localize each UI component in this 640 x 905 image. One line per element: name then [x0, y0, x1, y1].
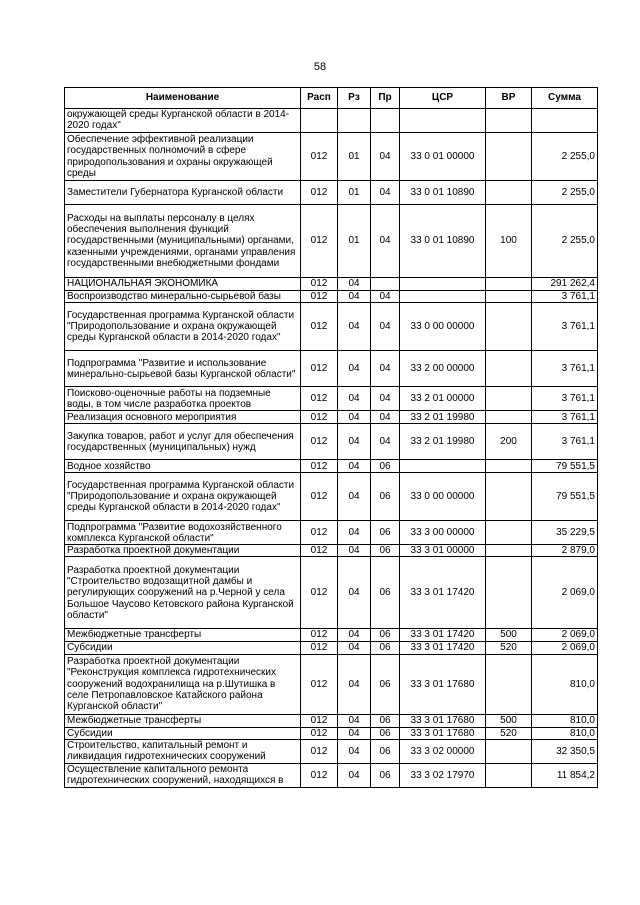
row-pr: 04 [371, 291, 400, 303]
row-pr: 04 [371, 411, 400, 424]
row-vr [486, 557, 532, 629]
row-vr [486, 763, 532, 787]
row-rasp: 012 [301, 727, 338, 739]
row-name: Государственная программа Курганской области "Природопользование и охрана окружающей среды Курганской области в 2014-2020 годах" [65, 303, 301, 351]
row-csr: 33 3 01 17680 [400, 654, 486, 714]
row-vr [486, 351, 532, 387]
row-rz: 04 [338, 351, 371, 387]
row-csr [400, 291, 486, 303]
row-csr: 33 0 01 00000 [400, 133, 486, 181]
row-rasp: 012 [301, 351, 338, 387]
header-pr: Пр [371, 88, 400, 109]
row-summa: 35 229,5 [532, 521, 598, 545]
header-name: Наименование [65, 88, 301, 109]
table-row [65, 714, 598, 727]
row-vr [486, 133, 532, 181]
row-name: Воспроизводство минерально-сырьевой базы [65, 291, 301, 303]
table-row [65, 109, 598, 133]
row-name: Подпрограмма "Развитие и использование минерально-сырьевой базы Курганской области" [65, 351, 301, 387]
row-rz: 04 [338, 424, 371, 460]
row-vr [486, 654, 532, 714]
row-csr: 33 3 01 17680 [400, 714, 486, 727]
row-rasp: 012 [301, 654, 338, 714]
row-rz: 04 [338, 557, 371, 629]
row-csr: 33 3 01 17420 [400, 557, 486, 629]
table-row [65, 641, 598, 654]
header-rasp: Расп [301, 88, 338, 109]
header-csr: ЦСР [400, 88, 486, 109]
row-pr: 06 [371, 654, 400, 714]
row-rasp: 012 [301, 133, 338, 181]
row-pr [371, 278, 400, 291]
row-vr [486, 303, 532, 351]
row-pr: 06 [371, 629, 400, 641]
row-rasp: 012 [301, 763, 338, 787]
row-pr: 06 [371, 557, 400, 629]
row-pr: 04 [371, 303, 400, 351]
row-rasp: 012 [301, 291, 338, 303]
row-csr: 33 3 02 00000 [400, 739, 486, 763]
row-summa: 3 761,1 [532, 424, 598, 460]
row-summa: 3 761,1 [532, 291, 598, 303]
row-pr: 06 [371, 641, 400, 654]
row-name: Реализация основного мероприятия [65, 411, 301, 424]
table-row [65, 629, 598, 641]
row-rasp: 012 [301, 521, 338, 545]
table-row [65, 545, 598, 557]
row-pr: 06 [371, 460, 400, 473]
row-vr: 100 [486, 205, 532, 278]
row-vr [486, 387, 532, 411]
table-row [65, 303, 598, 351]
row-name: Осуществление капитального ремонта гидротехнических сооружений, находящихся в [65, 763, 301, 787]
table-row [65, 387, 598, 411]
row-vr [486, 521, 532, 545]
row-name: Расходы на выплаты персоналу в целях обеспечения выполнения функций государственными (муниципальными) органами, казенными учреждениями, органами управления государственными внебюджетными фондами [65, 205, 301, 278]
row-pr [371, 109, 400, 133]
row-rz: 04 [338, 739, 371, 763]
row-pr: 06 [371, 739, 400, 763]
row-pr: 04 [371, 351, 400, 387]
table-row [65, 460, 598, 473]
row-vr: 520 [486, 727, 532, 739]
row-summa: 2 255,0 [532, 133, 598, 181]
row-summa: 79 551,5 [532, 460, 598, 473]
header-vr: ВР [486, 88, 532, 109]
table-row [65, 763, 598, 787]
row-rasp: 012 [301, 424, 338, 460]
row-name: Закупка товаров, работ и услуг для обеспечения государственных (муниципальных) нужд [65, 424, 301, 460]
row-name: Межбюджетные трансферты [65, 629, 301, 641]
table-row [65, 521, 598, 545]
row-name: Обеспечение эффективной реализации государственных полномочий в сфере природопользования и охраны окружающей среды [65, 133, 301, 181]
row-vr [486, 545, 532, 557]
header-rz: Рз [338, 88, 371, 109]
row-name: Субсидии [65, 727, 301, 739]
row-rasp [301, 109, 338, 133]
row-summa: 2 255,0 [532, 181, 598, 205]
table-row [65, 739, 598, 763]
row-name: Водное хозяйство [65, 460, 301, 473]
row-vr: 520 [486, 641, 532, 654]
row-rz: 04 [338, 763, 371, 787]
row-rasp: 012 [301, 739, 338, 763]
table-row [65, 291, 598, 303]
row-pr: 04 [371, 424, 400, 460]
row-rz: 04 [338, 629, 371, 641]
row-rz: 04 [338, 460, 371, 473]
row-summa: 32 350,5 [532, 739, 598, 763]
row-name: Разработка проектной документации [65, 545, 301, 557]
row-summa: 2 069,0 [532, 629, 598, 641]
row-rz: 01 [338, 181, 371, 205]
row-summa: 3 761,1 [532, 351, 598, 387]
row-vr [486, 291, 532, 303]
table-row [65, 424, 598, 460]
row-rz: 04 [338, 727, 371, 739]
row-csr: 33 3 01 00000 [400, 545, 486, 557]
row-name: окружающей среды Курганской области в 2014-2020 годах" [65, 109, 301, 133]
row-csr [400, 278, 486, 291]
row-rz: 01 [338, 133, 371, 181]
budget-table [64, 87, 598, 788]
row-rasp: 012 [301, 205, 338, 278]
row-rasp: 012 [301, 629, 338, 641]
row-summa: 810,0 [532, 714, 598, 727]
row-summa: 810,0 [532, 654, 598, 714]
row-vr: 500 [486, 629, 532, 641]
row-summa: 3 761,1 [532, 411, 598, 424]
row-csr: 33 3 01 17680 [400, 727, 486, 739]
row-summa: 3 761,1 [532, 303, 598, 351]
header-summa: Сумма [532, 88, 598, 109]
row-rz [338, 109, 371, 133]
row-vr [486, 278, 532, 291]
row-pr: 06 [371, 763, 400, 787]
row-name: Государственная программа Курганской области "Природопользование и охрана окружающей среды Курганской области в 2014-2020 годах" [65, 473, 301, 521]
table-row [65, 351, 598, 387]
row-rz: 04 [338, 714, 371, 727]
row-pr: 06 [371, 545, 400, 557]
row-rz: 04 [338, 303, 371, 351]
row-vr [486, 460, 532, 473]
row-rasp: 012 [301, 303, 338, 351]
row-csr: 33 0 01 10890 [400, 181, 486, 205]
row-pr: 04 [371, 205, 400, 278]
row-vr: 500 [486, 714, 532, 727]
row-rasp: 012 [301, 473, 338, 521]
row-rz: 04 [338, 291, 371, 303]
table-row [65, 654, 598, 714]
table-row [65, 205, 598, 278]
row-name: Поисково-оценочные работы на подземные воды, в том числе разработка проектов [65, 387, 301, 411]
row-summa: 2 069,0 [532, 557, 598, 629]
row-rz: 04 [338, 411, 371, 424]
row-pr: 04 [371, 387, 400, 411]
row-rasp: 012 [301, 557, 338, 629]
row-csr: 33 0 00 00000 [400, 473, 486, 521]
row-rasp: 012 [301, 387, 338, 411]
row-rz: 01 [338, 205, 371, 278]
row-rasp: 012 [301, 181, 338, 205]
page-number: 58 [313, 61, 327, 73]
row-name: Разработка проектной документации "Реконструкция комплекса гидротехнических сооружений водохранилища на р.Шутишка в селе Петропавловское Катайского района Курганской области" [65, 654, 301, 714]
row-rasp: 012 [301, 545, 338, 557]
row-summa: 2 069,0 [532, 641, 598, 654]
row-csr [400, 460, 486, 473]
row-pr: 04 [371, 181, 400, 205]
table-row [65, 473, 598, 521]
row-rz: 04 [338, 387, 371, 411]
row-csr: 33 3 00 00000 [400, 521, 486, 545]
row-csr: 33 2 01 00000 [400, 387, 486, 411]
row-pr: 06 [371, 521, 400, 545]
row-vr [486, 109, 532, 133]
row-csr: 33 2 01 19980 [400, 411, 486, 424]
row-vr [486, 181, 532, 205]
row-name: Строительство, капитальный ремонт и ликвидация гидротехнических сооружений [65, 739, 301, 763]
row-pr: 06 [371, 727, 400, 739]
row-rasp: 012 [301, 278, 338, 291]
row-csr: 33 3 01 17420 [400, 629, 486, 641]
row-csr [400, 109, 486, 133]
row-csr: 33 3 01 17420 [400, 641, 486, 654]
row-pr: 06 [371, 473, 400, 521]
row-vr [486, 739, 532, 763]
row-summa: 3 761,1 [532, 387, 598, 411]
row-pr: 04 [371, 133, 400, 181]
row-rz: 04 [338, 654, 371, 714]
row-rz: 04 [338, 641, 371, 654]
row-summa: 79 551,5 [532, 473, 598, 521]
table-header-row [65, 88, 598, 109]
row-summa: 2 879,0 [532, 545, 598, 557]
row-csr: 33 2 00 00000 [400, 351, 486, 387]
row-pr: 06 [371, 714, 400, 727]
row-name: Заместители Губернатора Курганской области [65, 181, 301, 205]
row-rz: 04 [338, 473, 371, 521]
row-name: Подпрограмма "Развитие водохозяйственного комплекса Курганской области" [65, 521, 301, 545]
row-rz: 04 [338, 521, 371, 545]
row-vr [486, 473, 532, 521]
row-rasp: 012 [301, 641, 338, 654]
table-row [65, 411, 598, 424]
row-rasp: 012 [301, 460, 338, 473]
row-csr: 33 3 02 17970 [400, 763, 486, 787]
row-summa: 810,0 [532, 727, 598, 739]
row-csr: 33 2 01 19980 [400, 424, 486, 460]
row-name: Субсидии [65, 641, 301, 654]
row-summa [532, 109, 598, 133]
row-csr: 33 0 00 00000 [400, 303, 486, 351]
row-name: Разработка проектной документации "Строительство водозащитной дамбы и регулирующих сооружений на р.Черной у села Большое Чаусово Кетовского района Курганской области" [65, 557, 301, 629]
row-summa: 11 854,2 [532, 763, 598, 787]
row-rasp: 012 [301, 714, 338, 727]
table-row [65, 133, 598, 181]
row-summa: 2 255,0 [532, 205, 598, 278]
row-rz: 04 [338, 545, 371, 557]
table-row [65, 557, 598, 629]
table-row [65, 181, 598, 205]
table-row [65, 727, 598, 739]
row-rz: 04 [338, 278, 371, 291]
table-row [65, 278, 598, 291]
row-summa: 291 262,4 [532, 278, 598, 291]
row-vr: 200 [486, 424, 532, 460]
row-name: НАЦИОНАЛЬНАЯ ЭКОНОМИКА [65, 278, 301, 291]
row-vr [486, 411, 532, 424]
row-name: Межбюджетные трансферты [65, 714, 301, 727]
row-rasp: 012 [301, 411, 338, 424]
row-csr: 33 0 01 10890 [400, 205, 486, 278]
